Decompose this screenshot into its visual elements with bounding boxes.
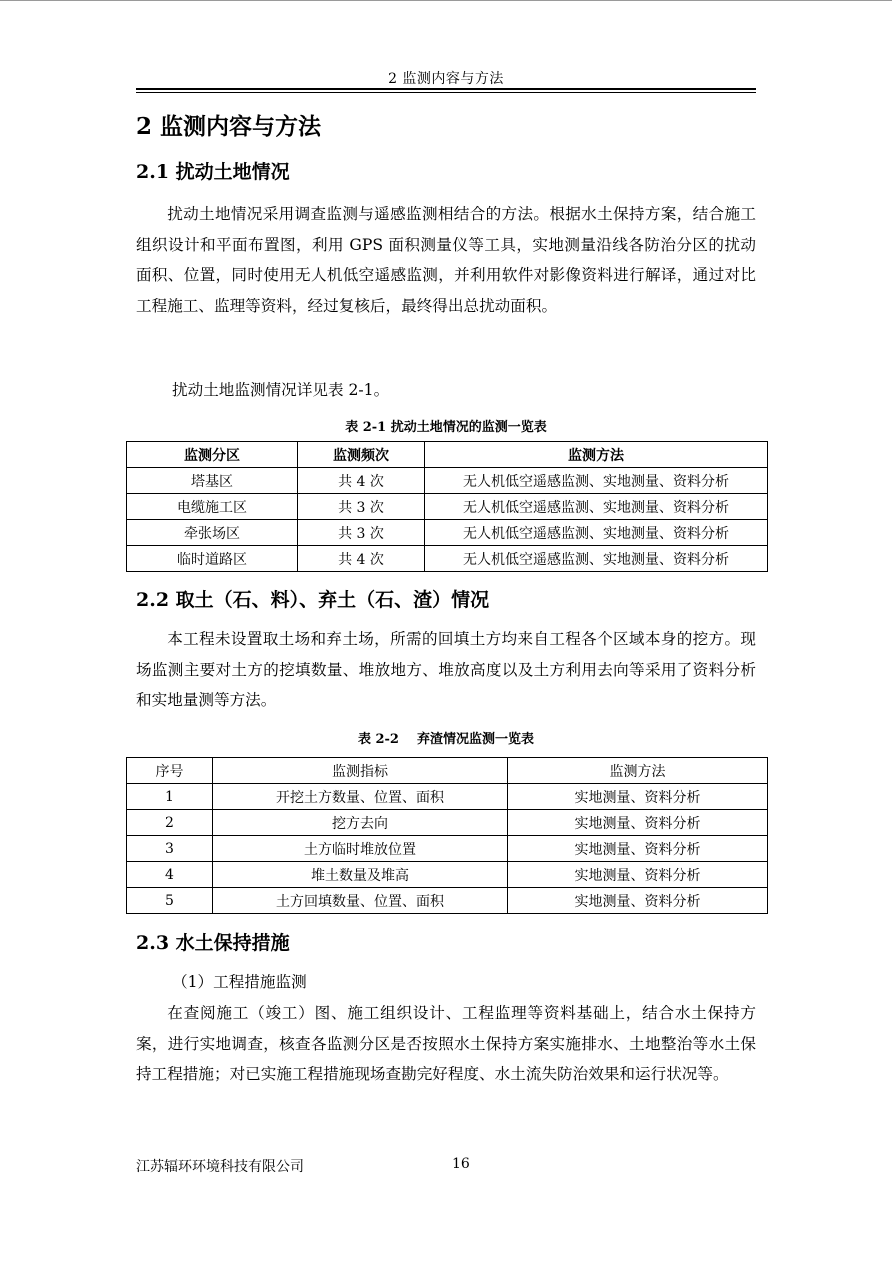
table-row: [127, 862, 768, 888]
table-2-1: [126, 441, 768, 572]
header-rule-thick: [136, 88, 756, 90]
table-cell: 1: [127, 784, 213, 810]
table-cell: 土方回填数量、位置、面积: [213, 888, 508, 914]
table-header-cell: 监测方法: [508, 758, 768, 784]
table-cell: 共 3 次: [298, 494, 425, 520]
chapter-title: 2 监测内容与方法: [136, 113, 322, 140]
table-header-cell: 监测指标: [213, 758, 508, 784]
table-cell: 牵张场区: [127, 520, 298, 546]
table-cell: 挖方去向: [213, 810, 508, 836]
table-cell: 4: [127, 862, 213, 888]
running-header: 2 监测内容与方法: [388, 71, 504, 87]
table-cell: 实地测量、资料分析: [508, 888, 768, 914]
table-cell: 实地测量、资料分析: [508, 810, 768, 836]
table-cell: 2: [127, 810, 213, 836]
table-cell: 共 4 次: [298, 546, 425, 572]
table-row: [127, 810, 768, 836]
section-heading-2-3: 2.3 水土保持措施: [136, 932, 290, 954]
section-heading-2-1: 2.1 扰动土地情况: [136, 161, 290, 183]
table-row: [127, 494, 768, 520]
table-cell: 临时道路区: [127, 546, 298, 572]
table-cell: 实地测量、资料分析: [508, 862, 768, 888]
table-row: [127, 836, 768, 862]
table-cell: 无人机低空遥感监测、实地测量、资料分析: [425, 494, 768, 520]
table-cell: 无人机低空遥感监测、实地测量、资料分析: [425, 520, 768, 546]
table-row: [127, 468, 768, 494]
section-2-2-paragraph: 本工程未设置取土场和弃土场，所需的回填土方均来自工程各个区域本身的挖方。现场监测主要对土方的挖填数量、堆放地方、堆放高度以及土方利用去向等采用了资料分析和实地量测等方法。: [136, 630, 756, 710]
table-cell: 电缆施工区: [127, 494, 298, 520]
table-row: [127, 520, 768, 546]
section-2-1-paragraph: 扰动土地情况采用调查监测与遥感监测相结合的方法。根据水土保持方案，结合施工组织设计和平面布置图，利用 GPS 面积测量仪等工具，实地测量沿线各防治分区的扰动面积、位置，同时使用无人机低空遥感监测，并利用软件对影像资料进行解译，通过对比工程施工、监理等资料，经过复核后，最终得出总扰动面积。: [136, 205, 756, 315]
table-header-row: [127, 758, 768, 784]
table-2-2: [126, 757, 768, 914]
table-2-2-caption: 表 2-2 弃渣情况监测一览表: [357, 732, 535, 747]
header-rule-thin: [136, 92, 756, 93]
section-heading-2-2: 2.2 取土（石、料）、弃土（石、渣）情况: [136, 589, 490, 611]
footer-page-number: 16: [452, 1156, 470, 1172]
table-header-cell: 序号: [127, 758, 213, 784]
table-row: [127, 888, 768, 914]
table-header-row: [127, 442, 768, 468]
table-cell: 实地测量、资料分析: [508, 784, 768, 810]
footer-company-name: 江苏辐环环境科技有限公司: [136, 1159, 304, 1175]
table-cell: 开挖土方数量、位置、面积: [213, 784, 508, 810]
table-row: [127, 546, 768, 572]
table-cell: 5: [127, 888, 213, 914]
page-top-border: [0, 0, 892, 1]
section-2-1-reference: 扰动土地监测情况详见表 2-1。: [172, 381, 390, 399]
table-cell: 3: [127, 836, 213, 862]
table-cell: 土方临时堆放位置: [213, 836, 508, 862]
section-2-3-sub-item: （1）工程措施监测: [172, 973, 307, 991]
table-cell: 实地测量、资料分析: [508, 836, 768, 862]
table-row: [127, 784, 768, 810]
table-cell: 无人机低空遥感监测、实地测量、资料分析: [425, 468, 768, 494]
table-cell: 堆土数量及堆高: [213, 862, 508, 888]
table-2-1-caption: 表 2-1 扰动土地情况的监测一览表: [345, 420, 547, 435]
table-header-cell: 监测分区: [127, 442, 298, 468]
table-cell: 塔基区: [127, 468, 298, 494]
table-cell: 共 3 次: [298, 520, 425, 546]
table-cell: 共 4 次: [298, 468, 425, 494]
table-header-cell: 监测方法: [425, 442, 768, 468]
table-cell: 无人机低空遥感监测、实地测量、资料分析: [425, 546, 768, 572]
section-2-3-paragraph: 在查阅施工（竣工）图、施工组织设计、工程监理等资料基础上，结合水土保持方案，进行实地调查，核查各监测分区是否按照水土保持方案实施排水、土地整治等水土保持工程措施；对已实施工程措施现场查勘完好程度、水土流失防治效果和运行状况等。: [136, 1004, 756, 1084]
table-header-cell: 监测频次: [298, 442, 425, 468]
